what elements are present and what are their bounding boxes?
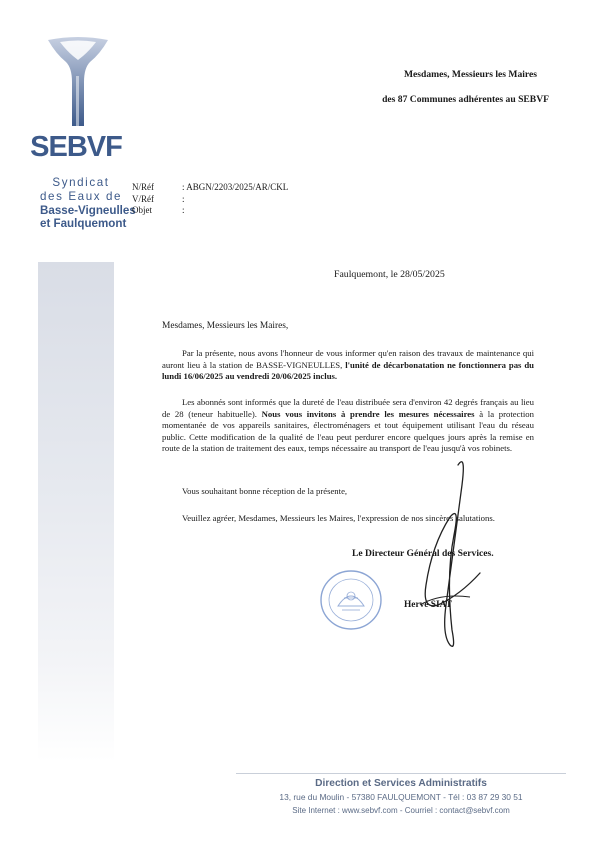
- footer-divider: [236, 773, 566, 774]
- footer-address: 13, rue du Moulin - 57380 FAULQUEMONT - Tél : 03 87 29 30 51: [279, 792, 523, 802]
- body-paragraph-1: [162, 348, 534, 383]
- paragraph-text: Par la présente, nous avons l'honneur de vous informer qu'en raison des travaux de maintenance qui auront lieu à la station de BASSE-VIGNEULLES,: [162, 348, 534, 370]
- reference-row: [132, 205, 288, 217]
- signatory-title: Le Directeur Général des Services.: [352, 548, 494, 559]
- closing-text: Vous souhaitant bonne réception de la présente,: [182, 486, 348, 496]
- recipient-line: des 87 Communes adhérentes au SEBVF: [382, 94, 549, 106]
- footer-title: Direction et Services Administratifs: [315, 778, 487, 789]
- paragraph-text: Les abonnés sont informés que la dureté de l'eau distribuée sera d'environ 42 degrés français au lieu de 28 (teneur habituelle).: [162, 397, 534, 419]
- recipient-block: [249, 68, 549, 106]
- official-stamp: [318, 568, 384, 632]
- paragraph-bold-text: l'unité de décarbonatation ne fonctionnera pas du lundi 16/06/2025 au vendredi 20/06/2025 inclus.: [162, 359, 534, 382]
- logo-sebvf: [30, 127, 122, 163]
- reference-label: V/Réf: [132, 193, 154, 204]
- sidebar-band: [38, 262, 114, 762]
- svg-text:SEBVF: SEBVF: [30, 131, 122, 163]
- paragraph-bold-text: Nous vous invitons à prendre les mesures nécessaires: [261, 408, 475, 419]
- salutation: Mesdames, Messieurs les Maires,: [162, 321, 289, 331]
- logo-mark-icon: [40, 36, 116, 128]
- footer-contact: Site Internet : www.sebvf.com - Courriel : contact@sebvf.com: [292, 806, 510, 815]
- date-line: Faulquemont, le 28/05/2025: [334, 269, 445, 280]
- org-name-line: Basse-Vigneulles: [40, 203, 136, 217]
- reference-value: : ABGN/2203/2025/AR/CKL: [182, 182, 289, 192]
- references-block: [132, 182, 288, 217]
- org-name-line: des Eaux de: [40, 189, 123, 203]
- org-name-line: Syndicat: [52, 176, 110, 189]
- organization-name: [40, 176, 136, 231]
- reference-value: :: [182, 205, 185, 215]
- reference-value: :: [182, 193, 185, 204]
- recipient-line: Mesdames, Messieurs les Maires: [403, 69, 537, 80]
- reference-label: N/Réf: [132, 182, 154, 192]
- reference-row: [132, 194, 288, 206]
- reference-row: [132, 182, 288, 194]
- body-paragraph-2: [162, 397, 534, 455]
- signatory-name: Hervé SIAT: [404, 600, 452, 610]
- org-name-line: et Faulquemont: [40, 217, 127, 231]
- reference-label: Objet: [132, 205, 152, 215]
- closing-text: Veuillez agréer, Mesdames, Messieurs les Maires, l'expression de nos sincères salutations.: [182, 513, 495, 523]
- paragraph-text: à la protection momentanée de vos appareils sanitaires, électroménagers et tout équipement utilisant l'eau du réseau public. Cette modification de la qualité de l'eau peut perdurer encore quelques jours après la remise en route de la station de traitement des eaux, temps nécessaire au transport de l'eau jusqu'à vos robinets.: [162, 408, 534, 454]
